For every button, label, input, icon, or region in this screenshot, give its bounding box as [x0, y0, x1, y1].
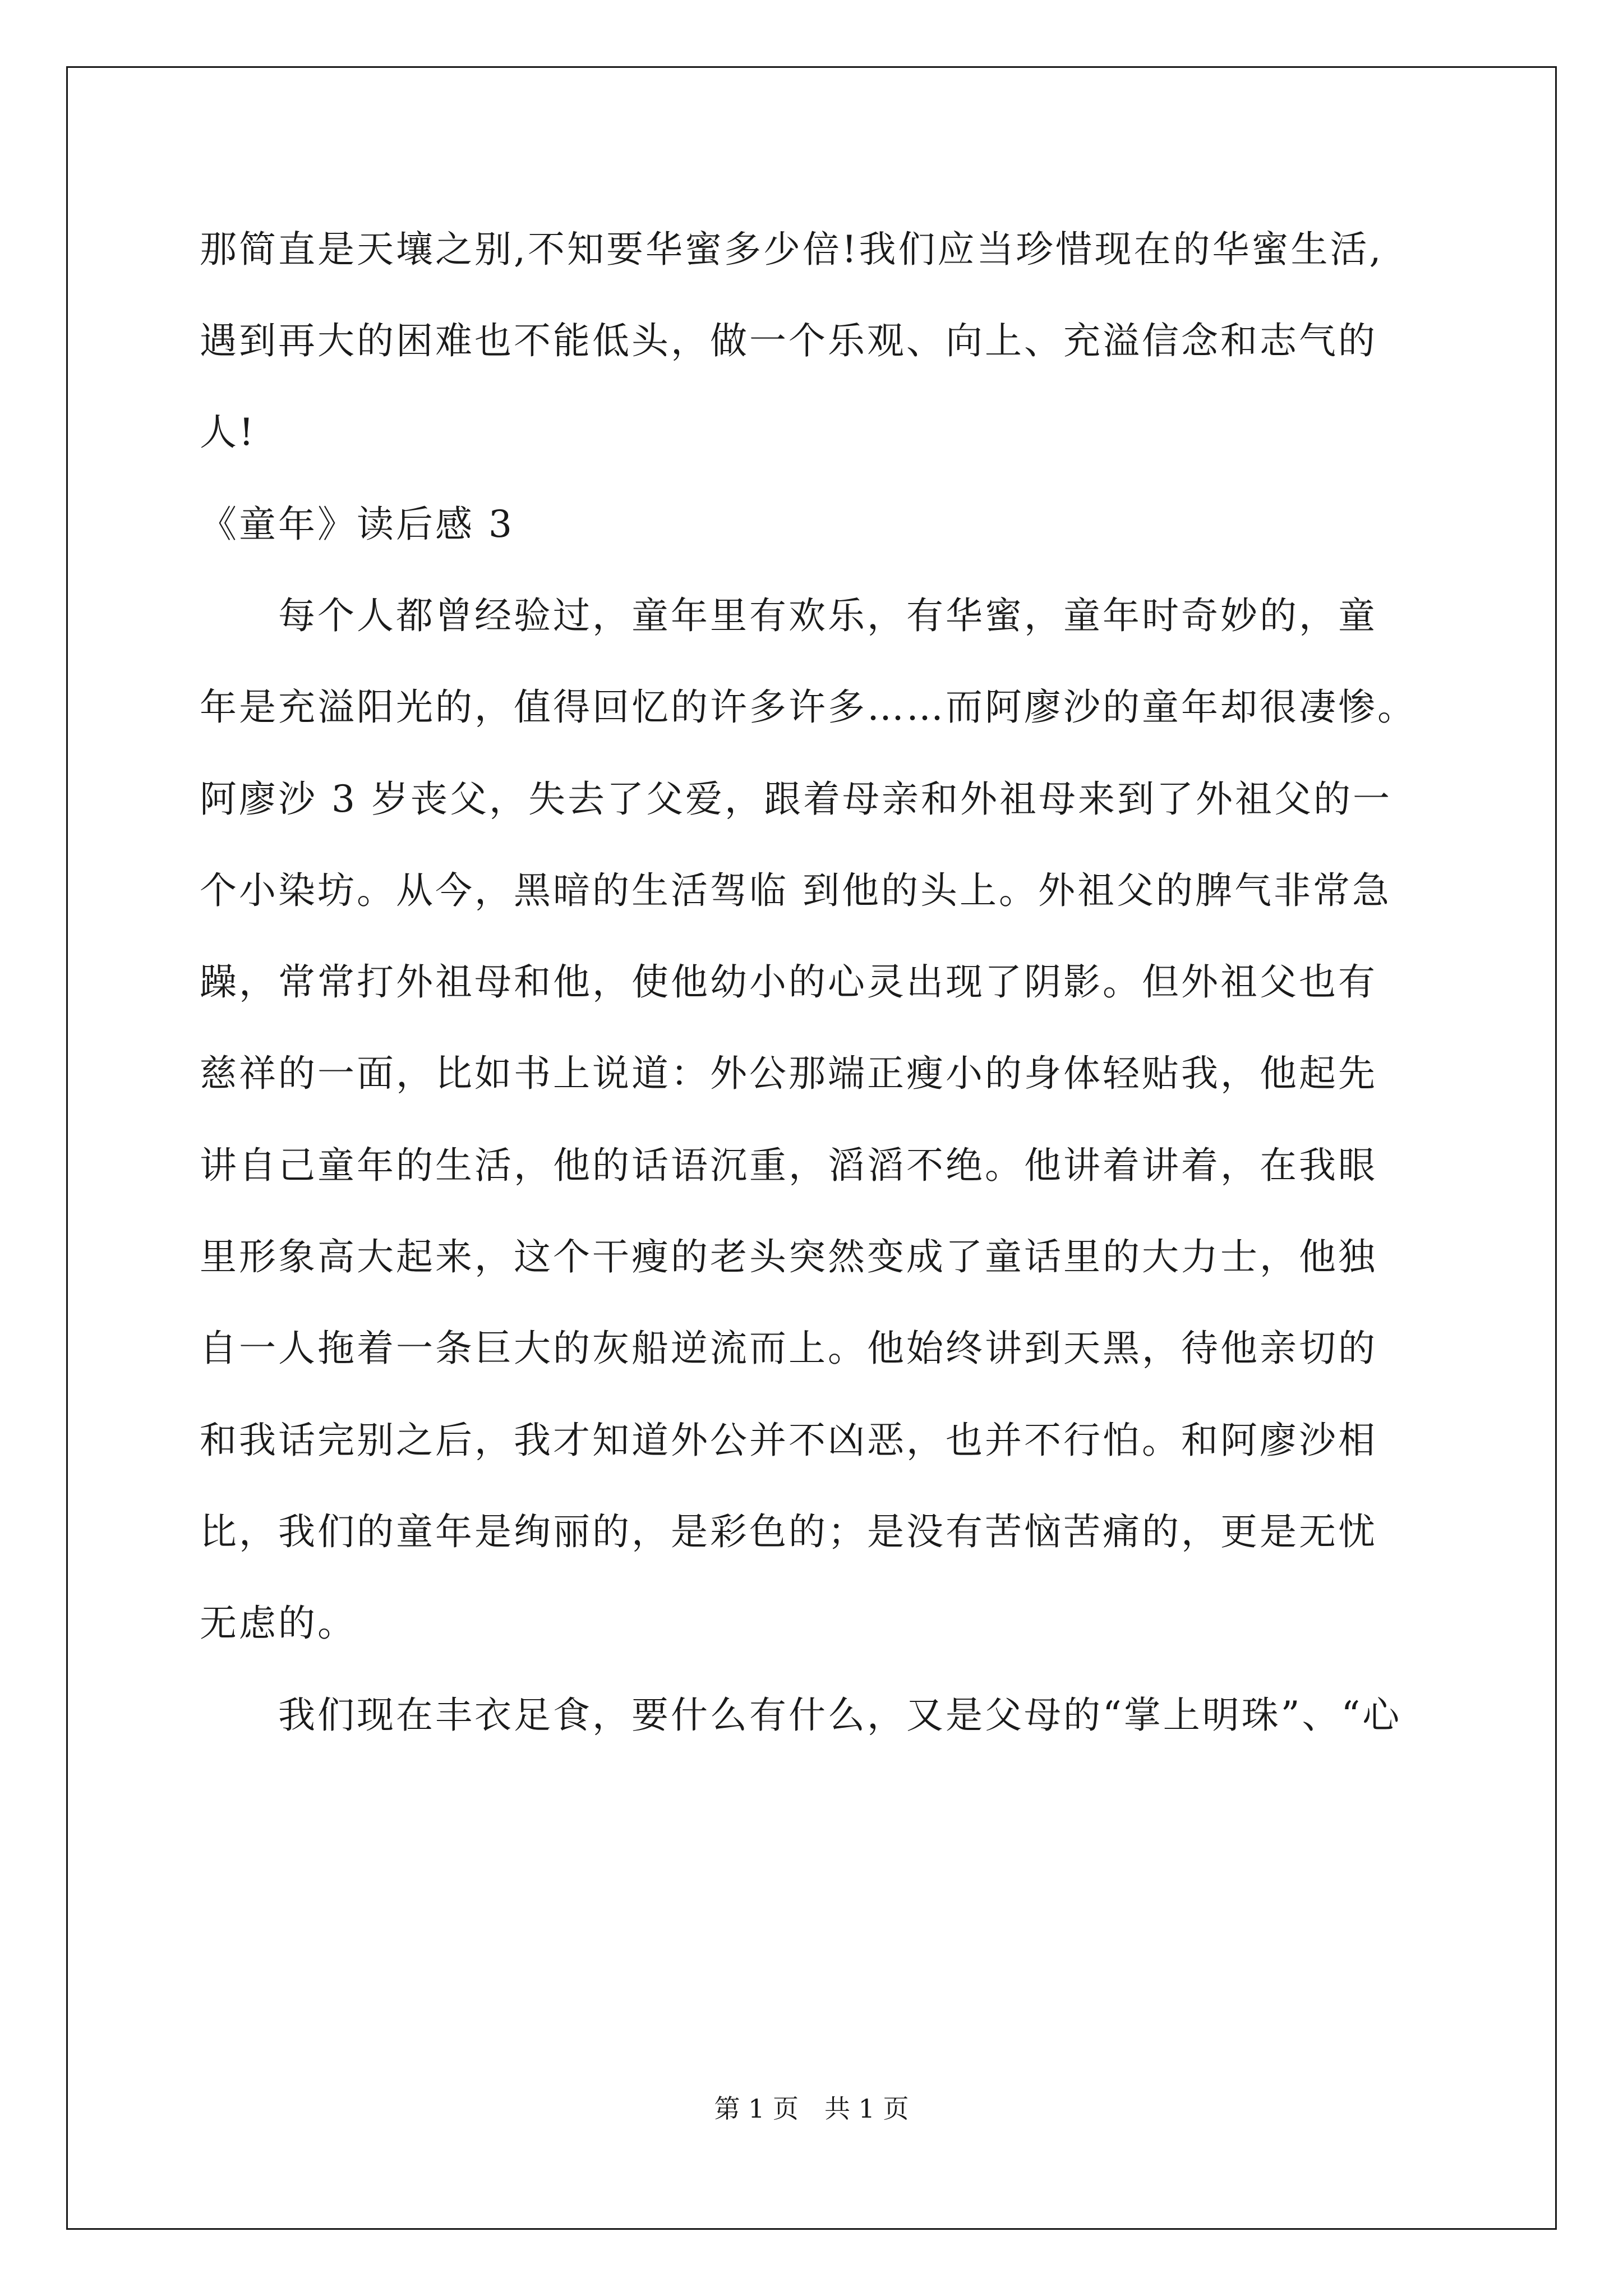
text-line: 人!: [200, 411, 256, 454]
text-line: 慈祥的一面，比如书上说道：外公那端正瘦小的身体轻贴我，他起先: [200, 1052, 1377, 1095]
text-line: 和我话完别之后，我才知道外公并不凶恶，也并不行怕。和阿廖沙相: [200, 1419, 1377, 1462]
text-line: 躁，常常打外祖母和他，使他幼小的心灵出现了阴影。但外祖父也有: [200, 960, 1377, 1004]
text-line: 我们现在丰衣足食，要什么有什么，又是父母的“掌上明珠”、“心: [200, 1694, 1402, 1737]
text-line: 比，我们的童年是绚丽的，是彩色的；是没有苦恼苦痛的，更是无忧: [200, 1510, 1377, 1553]
text-line: 那简直是天壤之别,不知要华蜜多少倍!我们应当珍惜现在的华蜜生活,: [200, 228, 1384, 271]
text-line: 个小染坊。从今，黑暗的生活驾临 到他的头上。外祖父的脾气非常急: [200, 869, 1391, 912]
text-line: 年是充溢阳光的，值得回忆的许多许多……而阿廖沙的童年却很凄惨。: [200, 685, 1417, 729]
text-line: 阿廖沙 3 岁丧父，失去了父爱，跟着母亲和外祖母来到了外祖父的一: [200, 777, 1392, 821]
text-line: 无虑的。: [200, 1602, 357, 1645]
text-line: 遇到再大的困难也不能低头，做一个乐观、向上、充溢信念和志气的: [200, 319, 1377, 362]
text-line: 里形象高大起来，这个干瘦的老头突然变成了童话里的大力士，他独: [200, 1235, 1377, 1278]
section-heading: 《童年》读后感 3: [200, 503, 514, 546]
text-line: 自一人拖着一条巨大的灰船逆流而上。他始终讲到天黑，待他亲切的: [200, 1327, 1377, 1370]
text-line: 每个人都曾经验过，童年里有欢乐，有华蜜，童年时奇妙的，童: [200, 594, 1377, 637]
text-line: 讲自己童年的生活，他的话语沉重，滔滔不绝。他讲着讲着，在我眼: [200, 1144, 1377, 1187]
page-footer: 第 1 页 共 1 页: [714, 2093, 909, 2124]
